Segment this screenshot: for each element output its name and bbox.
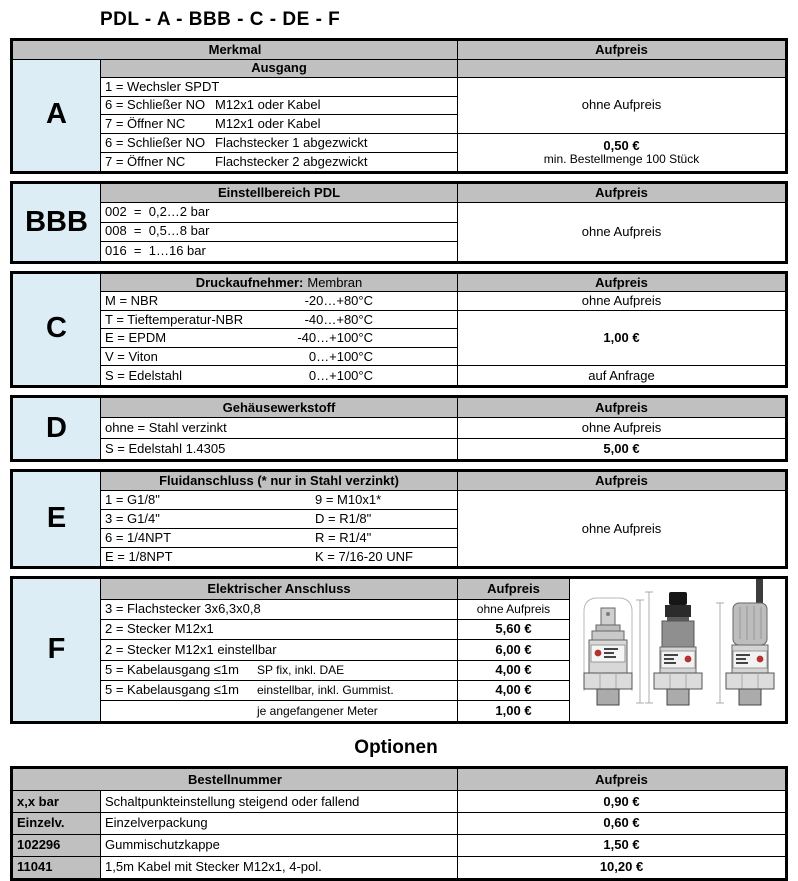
row-detail: je angefangener Meter <box>257 703 378 718</box>
sensor-drawing-m12 <box>645 592 702 705</box>
option-description: 1,5m Kabel mit Stecker M12x1, 4-pol. <box>101 857 458 879</box>
price-cell: ohne Aufpreis <box>581 223 662 239</box>
row-label-2: K = 7/16-20 UNF <box>315 548 413 564</box>
table-row: 008 = 0,5…8 bar <box>101 223 458 242</box>
table-row <box>101 153 458 172</box>
table-row: S = Edelstahl 1.4305 <box>101 439 458 460</box>
row-label: 6 = Schließer NO <box>105 134 206 150</box>
row-label: T = Tieftemperatur-NBR <box>105 311 244 327</box>
section-bbb-table <box>10 181 788 264</box>
table-row <box>101 311 458 330</box>
option-code: 11041 <box>13 857 101 879</box>
row-label: 6 = Schließer NO <box>105 97 206 113</box>
price-cell: 5,00 € <box>603 441 640 456</box>
subheader-gehaeusewerkstoff: Gehäusewerkstoff <box>101 398 458 419</box>
table-row <box>101 529 458 548</box>
section-a-table <box>10 38 788 174</box>
option-description: Schaltpunkteinstellung steigend oder fallend <box>101 791 458 813</box>
price-cell: 4,00 € <box>458 681 570 701</box>
table-row <box>101 701 458 721</box>
row-label-2: R = R1/4" <box>315 529 372 545</box>
row-label: E = EPDM <box>105 330 167 345</box>
empty-header-cell <box>458 60 785 79</box>
price-cell: 1,50 € <box>458 835 785 857</box>
price-cell: ohne Aufpreis <box>458 418 785 439</box>
table-row <box>101 292 458 311</box>
page-title: PDL - A - BBB - C - DE - F <box>100 9 341 30</box>
row-detail: Flachstecker 1 abgezwickt <box>215 134 368 150</box>
temperature-range: -40…+100°C <box>297 330 373 345</box>
row-label: 7 = Öffner NC <box>105 153 186 169</box>
row-detail: M12x1 oder Kabel <box>215 116 321 132</box>
section-d-table <box>10 395 788 463</box>
row-label: 5 = Kabelausgang ≤1m <box>105 662 239 678</box>
price-cell: 0,90 € <box>458 791 785 813</box>
temperature-range: 0…+100°C <box>308 367 373 383</box>
price-amount: 0,50 € <box>603 137 640 153</box>
column-header-bestellnummer: Bestellnummer <box>13 769 458 791</box>
table-row <box>101 134 458 153</box>
letter-cell-e: E <box>13 472 101 566</box>
table-row: 3 = Flachstecker 3x6,3x0,8 <box>101 600 458 620</box>
table-row <box>101 510 458 529</box>
option-code: Einzelv. <box>13 813 101 835</box>
table-row <box>101 115 458 134</box>
table-row <box>101 681 458 701</box>
column-header-aufpreis: Aufpreis <box>458 184 785 203</box>
table-row <box>101 548 458 567</box>
table-row: 016 = 1…16 bar <box>101 242 458 261</box>
price-cell: 6,00 € <box>458 640 570 660</box>
row-label: 1 = Wechsler SPDT <box>105 78 220 94</box>
pressure-switch-drawings <box>570 579 785 719</box>
table-row <box>101 329 458 348</box>
option-description: Gummischutzkappe <box>101 835 458 857</box>
price-cell: ohne Aufpreis <box>458 78 785 134</box>
letter-cell-bbb: BBB <box>13 184 101 261</box>
column-header-aufpreis: Aufpreis <box>458 41 785 60</box>
row-label: E = 1/8NPT <box>105 548 173 564</box>
subheader-bold-part: Druckaufnehmer: <box>195 274 304 290</box>
option-description: Einzelverpackung <box>101 813 458 835</box>
letter-cell-a: A <box>13 60 101 172</box>
sensor-drawing-cable <box>716 579 774 705</box>
row-label: 6 = 1/4NPT <box>105 529 172 545</box>
row-label-2: D = R1/8" <box>315 510 372 526</box>
row-label-2: 9 = M10x1* <box>315 491 382 507</box>
table-row <box>101 366 458 385</box>
price-note: min. Bestellmenge 100 Stück <box>543 152 700 167</box>
letter-cell-c: C <box>13 274 101 385</box>
product-image <box>570 579 785 721</box>
option-code: 102296 <box>13 835 101 857</box>
row-label: 3 = G1/4" <box>105 510 160 526</box>
subheader-druckaufnehmer <box>101 274 458 293</box>
subheader-ausgang: Ausgang <box>101 60 458 79</box>
column-header-aufpreis: Aufpreis <box>458 472 785 491</box>
price-cell: 5,60 € <box>458 620 570 640</box>
column-header-merkmal: Merkmal <box>13 41 458 60</box>
price-cell <box>458 134 785 171</box>
row-label: 5 = Kabelausgang ≤1m <box>105 682 239 698</box>
sensor-drawing-plug <box>584 598 644 705</box>
table-row <box>101 78 458 97</box>
subheader-fluidanschluss: Fluidanschluss (* nur in Stahl verzinkt) <box>101 472 458 491</box>
letter-cell-f: F <box>13 579 101 721</box>
price-cell: 1,00 € <box>458 701 570 721</box>
price-cell: ohne Aufpreis <box>458 600 570 620</box>
table-row: ohne = Stahl verzinkt <box>101 418 458 439</box>
price-cell: 1,00 € <box>458 311 785 367</box>
price-cell: 4,00 € <box>458 661 570 681</box>
row-detail: einstellbar, inkl. Gummist. <box>257 682 394 697</box>
subheader-einstellbereich: Einstellbereich PDL <box>101 184 458 203</box>
row-detail: M12x1 oder Kabel <box>215 97 321 113</box>
column-header-aufpreis: Aufpreis <box>458 274 785 293</box>
table-row <box>101 97 458 116</box>
row-label: 1 = G1/8" <box>105 491 160 507</box>
letter-cell-d: D <box>13 398 101 460</box>
row-label: V = Viton <box>105 348 158 364</box>
row-label: M = NBR <box>105 293 159 308</box>
table-row <box>101 348 458 367</box>
price-cell: 0,60 € <box>458 813 785 835</box>
price-cell: ohne Aufpreis <box>581 520 662 536</box>
price-cell: auf Anfrage <box>588 367 655 383</box>
row-detail: Flachstecker 2 abgezwickt <box>215 153 368 169</box>
subheader-elektrischer-anschluss: Elektrischer Anschluss <box>101 579 458 599</box>
row-detail: SP fix, inkl. DAE <box>257 662 345 677</box>
section-f-table <box>10 576 788 724</box>
section-c-table <box>10 271 788 388</box>
column-header-aufpreis: Aufpreis <box>458 769 785 791</box>
price-cell: ohne Aufpreis <box>458 292 785 311</box>
optionen-heading: Optionen <box>354 737 438 759</box>
table-row: 002 = 0,2…2 bar <box>101 203 458 222</box>
temperature-range: 0…+100°C <box>308 348 373 364</box>
row-label: 7 = Öffner NC <box>105 116 186 132</box>
table-row <box>101 491 458 510</box>
table-row: 2 = Stecker M12x1 <box>101 620 458 640</box>
section-e-table <box>10 469 788 569</box>
column-header-aufpreis: Aufpreis <box>458 398 785 419</box>
table-row <box>101 661 458 681</box>
row-label: S = Edelstahl <box>105 367 182 383</box>
option-code: x,x bar <box>13 791 101 813</box>
temperature-range: -40…+80°C <box>304 311 373 327</box>
price-cell: 10,20 € <box>599 859 644 875</box>
temperature-range: -20…+80°C <box>304 293 373 308</box>
table-row: 2 = Stecker M12x1 einstellbar <box>101 640 458 660</box>
subheader-normal-part: Membran <box>307 274 363 290</box>
column-header-aufpreis: Aufpreis <box>458 579 570 599</box>
